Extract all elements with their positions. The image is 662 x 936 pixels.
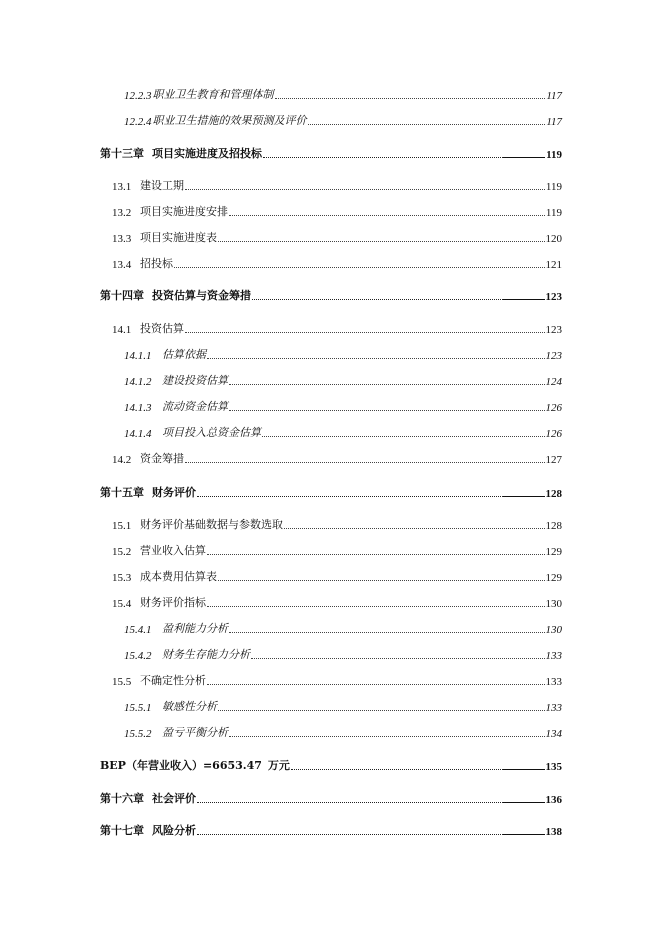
toc-chapter-number: 第十六章 [100, 792, 144, 805]
dot-leader [251, 658, 545, 659]
toc-entry-title: 建设投资估算 [162, 374, 228, 387]
toc-chapter-16[interactable] [0, 790, 662, 806]
dot-leader [174, 267, 545, 268]
toc-entry-14-1-2[interactable] [0, 372, 662, 388]
dot-leader [197, 834, 545, 835]
toc-entry-number: 15.4 [112, 598, 132, 610]
toc-chapter-15[interactable] [0, 484, 662, 500]
dot-leader [218, 710, 545, 711]
toc-chapter-13[interactable] [0, 145, 662, 161]
toc-entry-13-4[interactable] [0, 255, 662, 271]
dot-leader [197, 496, 545, 497]
toc-entry-12-2-3[interactable] [0, 86, 662, 102]
toc-entry-title: 建设工期 [140, 179, 184, 192]
dot-leader [218, 580, 545, 581]
toc-entry-page: 134 [545, 728, 562, 740]
dot-leader [229, 632, 545, 633]
toc-entry-page: 123 [545, 324, 562, 336]
dot-leader [185, 332, 545, 333]
toc-chapter-number: 第十五章 [100, 486, 144, 499]
toc-entry-15-3[interactable] [0, 568, 662, 584]
toc-entry-number: 15.3 [112, 572, 132, 584]
toc-entry-number: 14.1.1 [124, 350, 152, 362]
dot-leader [252, 299, 545, 300]
toc-entry-number: 15.4.2 [124, 650, 152, 662]
toc-chapter-title: 项目实施进度及招投标 [152, 147, 262, 160]
toc-entry-title: 敏感性分析 [162, 700, 217, 713]
toc-entry-number: 13.4 [112, 259, 132, 271]
toc-entry-page: 119 [546, 149, 562, 161]
toc-entry-title: 职业卫生措施的效果预测及评价 [152, 114, 307, 127]
toc-bep-unit: 万元 [267, 759, 290, 772]
dot-leader [207, 358, 545, 359]
toc-entry-14-1-3[interactable] [0, 398, 662, 414]
toc-entry-15-4-1[interactable] [0, 620, 662, 636]
toc-entry-number: 15.2 [112, 546, 132, 558]
toc-entry-page: 120 [545, 233, 562, 245]
toc-entry-15-2[interactable] [0, 542, 662, 558]
toc-entry-page: 119 [545, 207, 562, 219]
dot-leader [218, 241, 545, 242]
toc-entry-page: 121 [545, 259, 562, 271]
dot-leader [207, 684, 545, 685]
toc-chapter-title: 财务评价 [152, 486, 196, 499]
toc-entry-14-2[interactable] [0, 450, 662, 466]
toc-entry-15-4[interactable] [0, 594, 662, 610]
dot-leader [308, 124, 546, 125]
dot-leader [229, 215, 545, 216]
toc-entry-page: 129 [545, 546, 562, 558]
toc-entry-title: 营业收入估算 [140, 544, 206, 557]
toc-entry-page: 136 [545, 794, 562, 806]
toc-chapter-number: 第十四章 [100, 289, 144, 302]
toc-entry-title: 资金筹措 [140, 452, 184, 465]
toc-chapter-title: 社会评价 [152, 792, 196, 805]
toc-entry-number: 15.5.2 [124, 728, 152, 740]
toc-entry-title: 项目实施进度安排 [140, 205, 228, 218]
toc-bep-label: BEP（年营业收入）=6653.47 [100, 759, 262, 772]
toc-entry-page: 128 [545, 520, 562, 532]
toc-entry-number: 12.2.3 [124, 90, 152, 102]
toc-entry-number: 15.5 [112, 676, 132, 688]
toc-entry-page: 129 [545, 572, 562, 584]
toc-entry-title: 项目实施进度表 [140, 231, 217, 244]
toc-entry-13-3[interactable] [0, 229, 662, 245]
toc-entry-number: 15.5.1 [124, 702, 152, 714]
toc-entry-15-5-1[interactable] [0, 698, 662, 714]
toc-entry-title: 财务评价基础数据与参数选取 [140, 518, 283, 531]
dot-leader [229, 736, 545, 737]
toc-entry-page: 127 [545, 454, 562, 466]
toc-entry-14-1[interactable] [0, 320, 662, 336]
toc-entry-number: 13.3 [112, 233, 132, 245]
dot-leader [284, 528, 545, 529]
toc-entry-page: 126 [545, 428, 562, 440]
toc-entry-page: 123 [545, 350, 562, 362]
toc-entry-15-5-2[interactable] [0, 724, 662, 740]
toc-entry-number: 14.1.3 [124, 402, 152, 414]
toc-entry-title: 成本费用估算表 [140, 570, 217, 583]
dot-leader [275, 98, 546, 99]
toc-entry-page: 117 [546, 90, 562, 102]
toc-entry-15-1[interactable] [0, 516, 662, 532]
toc-entry-13-1[interactable] [0, 177, 662, 193]
toc-chapter-14[interactable] [0, 287, 662, 303]
toc-entry-page: 133 [545, 650, 562, 662]
dot-leader [207, 606, 545, 607]
toc-entry-page: 130 [545, 598, 562, 610]
toc-entry-page: 123 [545, 291, 562, 303]
toc-entry-14-1-1[interactable] [0, 346, 662, 362]
toc-entry-title: 盈亏平衡分析 [162, 726, 228, 739]
toc-entry-page: 138 [545, 826, 562, 838]
toc-entry-title: 项目投入总资金估算 [162, 426, 261, 439]
toc-chapter-number: 第十三章 [100, 147, 144, 160]
toc-entry-title: 流动资金估算 [162, 400, 228, 413]
toc-entry-number: 15.4.1 [124, 624, 152, 636]
toc-entry-title: 投资估算 [140, 322, 184, 335]
toc-entry-number: 14.1.2 [124, 376, 152, 388]
toc-entry-page: 130 [545, 624, 562, 636]
toc-entry-title: 职业卫生教育和管理体制 [152, 88, 274, 101]
dot-leader [185, 462, 545, 463]
toc-chapter-title: 风险分析 [152, 824, 196, 837]
toc-entry-number: 14.2 [112, 454, 132, 466]
toc-entry-13-2[interactable] [0, 203, 662, 219]
toc-entry-page: 133 [545, 702, 562, 714]
toc-entry-page: 135 [545, 761, 562, 773]
toc-entry-14-1-4[interactable] [0, 424, 662, 440]
toc-entry-page: 133 [545, 676, 562, 688]
toc-entry-number: 12.2.4 [124, 116, 152, 128]
toc-entry-bep[interactable] [0, 757, 662, 773]
toc-entry-title: 财务生存能力分析 [162, 648, 250, 661]
toc-entry-page: 124 [545, 376, 562, 388]
toc-entry-title: 估算依据 [162, 348, 206, 361]
toc-entry-title: 盈利能力分析 [162, 622, 228, 635]
toc-entry-number: 15.1 [112, 520, 132, 532]
toc-entry-number: 14.1.4 [124, 428, 152, 440]
toc-entry-number: 13.2 [112, 207, 132, 219]
dot-leader [185, 189, 545, 190]
toc-entry-12-2-4[interactable] [0, 112, 662, 128]
toc-entry-title: 不确定性分析 [140, 674, 206, 687]
dot-leader [291, 769, 545, 770]
toc-entry-title: 财务评价指标 [140, 596, 206, 609]
toc-entry-number: 14.1 [112, 324, 132, 336]
toc-entry-15-4-2[interactable] [0, 646, 662, 662]
toc-entry-title: 招投标 [140, 257, 173, 270]
toc-chapter-17[interactable] [0, 822, 662, 838]
toc-entry-page: 128 [545, 488, 562, 500]
toc-entry-15-5[interactable] [0, 672, 662, 688]
dot-leader [197, 802, 545, 803]
toc-entry-number: 13.1 [112, 181, 132, 193]
toc-entry-page: 126 [545, 402, 562, 414]
dot-leader [229, 384, 545, 385]
toc-entry-page: 117 [546, 116, 562, 128]
toc-chapter-title: 投资估算与资金筹措 [152, 289, 251, 302]
dot-leader [262, 436, 545, 437]
toc-entry-page: 119 [545, 181, 562, 193]
dot-leader [229, 410, 545, 411]
toc-chapter-number: 第十七章 [100, 824, 144, 837]
dot-leader [263, 157, 545, 158]
dot-leader [207, 554, 545, 555]
